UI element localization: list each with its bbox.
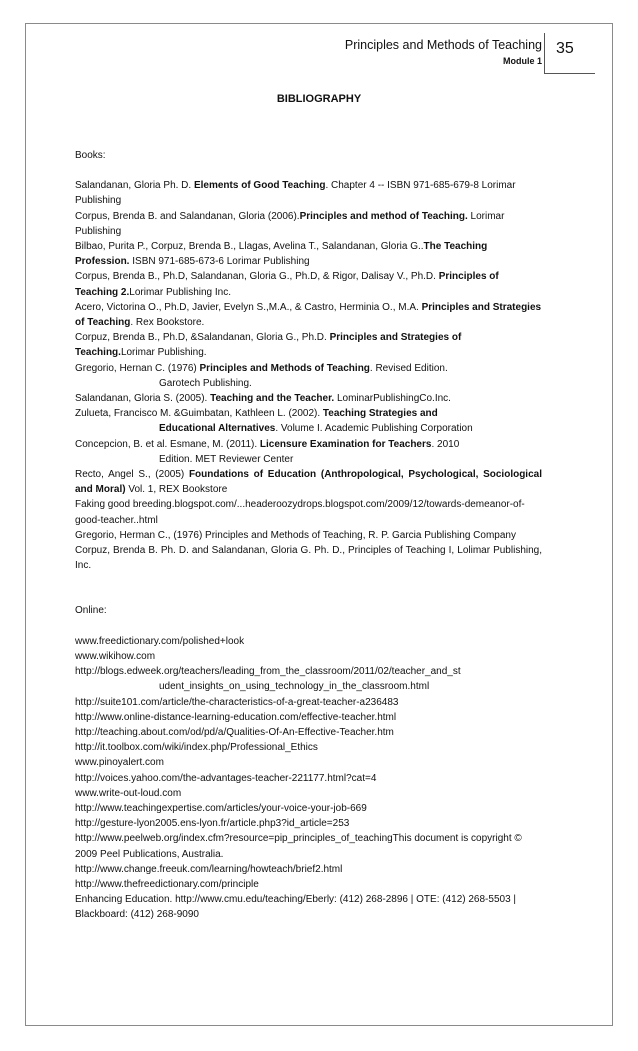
online-link[interactable]: http://blogs.edweek.org/teachers/leading_from_the_classroom/2011/02/teacher_and_st <box>75 666 461 678</box>
online-link[interactable]: http://www.change.freeuk.com/learning/howteach/brief2.html <box>75 863 343 875</box>
bibliography-content <box>75 148 542 923</box>
header-divider-horizontal <box>544 73 595 74</box>
header-title: Principles and Methods of Teaching <box>344 38 542 52</box>
page-number: 35 <box>556 40 574 57</box>
online-link[interactable]: http://suite101.com/article/the-characteristics-of-a-great-teacher-a236483 <box>75 696 399 708</box>
book-entry: Corpuz, Brenda B., Ph.D, &Salandanan, Gloria G., Ph.D. Principles and Strategies of Teaching.Lorimar Publishing. <box>75 332 462 359</box>
book-entry: Gregorio, Hernan C. (1976) Principles and Methods of Teaching. Revised Edition. <box>75 362 448 374</box>
book-entry: Gregorio, Herman C., (1976) Principles and Methods of Teaching, R. P. Garcia Publishing Company <box>75 529 516 541</box>
book-entry: Concepcion, B. et al. Esmane, M. (2011). Licensure Examination for Teachers. 2010 <box>75 438 460 450</box>
book-entry: Corpuz, Brenda B. Ph. D. and Salandanan, Gloria G. Ph. D., Principles of Teaching I, Lolimar Publishing, Inc. <box>75 545 542 572</box>
header-module: Module 1 <box>502 56 542 66</box>
online-link[interactable]: www.freedictionary.com/polished+look <box>75 635 245 647</box>
book-entry: Acero, Victorina O., Ph.D, Javier, Evelyn S.,M.A., & Castro, Herminia O., M.A. Principles and Strategies of Teaching. Rex Bookstore. <box>75 301 542 329</box>
online-link[interactable]: http://www.thefreedictionary.com/principle <box>75 878 259 890</box>
online-link[interactable]: http://gesture-lyon2005.ens-lyon.fr/article.php3?id_article=253 <box>75 818 350 830</box>
book-entry-continuation: Educational Alternatives. Volume I. Academic Publishing Corporation <box>159 423 473 435</box>
online-link-continuation[interactable]: udent_insights_on_using_technology_in_the_classroom.html <box>159 681 430 693</box>
book-entry: Corpus, Brenda B., Ph.D, Salandanan, Gloria G., Ph.D, & Rigor, Dalisay V., Ph.D. Principles of Teaching 2.Lorimar Publishing Inc. <box>75 271 499 298</box>
online-link[interactable]: http://it.toolbox.com/wiki/index.php/Professional_Ethics <box>75 742 318 754</box>
online-list <box>75 634 542 923</box>
online-link[interactable]: http://www.online-distance-learning-education.com/effective-teacher.html <box>75 711 397 723</box>
online-label: Online: <box>75 605 107 617</box>
book-entry: Corpus, Brenda B. and Salandanan, Gloria (2006).Principles and method of Teaching. Lorimar Publishing <box>75 210 505 237</box>
online-link[interactable]: www.write-out-loud.com <box>75 787 182 799</box>
online-link[interactable]: Enhancing Education. http://www.cmu.edu/teaching/Eberly: (412) 268-2896 | OTE: (412) 268-5503 | Blackboard: (412) 268-9090 <box>75 894 517 921</box>
books-label: Books: <box>75 150 106 161</box>
online-link[interactable]: http://www.peelweb.org/index.cfm?resource=pip_principles_of_teachingThis document is copyright © 2009 Peel Publications, Australia. <box>75 833 522 860</box>
book-entry-continuation: Garotech Publishing. <box>159 377 252 389</box>
book-entry: Zulueta, Francisco M. &Guimbatan, Kathleen L. (2002). Teaching Strategies and <box>75 408 438 420</box>
online-link[interactable]: http://www.teachingexpertise.com/articles/your-voice-your-job-669 <box>75 802 367 814</box>
book-entry: Recto, Angel S., (2005) Foundations of Education (Anthropological, Psychological, Sociological and Moral) Vol. 1, REX Bookstore <box>75 469 542 496</box>
book-entry: Salandanan, Gloria S. (2005). Teaching and the Teacher. LominarPublishingCo.Inc. <box>75 393 451 405</box>
book-entry: Faking good breeding.blogspot.com/...headeroozydrops.blogspot.com/2009/12/towards-demeanor-of-good-teacher..html <box>75 499 525 526</box>
book-entry-continuation: Edition. MET Reviewer Center <box>159 453 294 465</box>
bibliography-title: BIBLIOGRAPHY <box>276 93 362 105</box>
online-link[interactable]: www.pinoyalert.com <box>75 757 164 769</box>
online-link[interactable]: www.wikihow.com <box>75 650 156 662</box>
online-link[interactable]: http://voices.yahoo.com/the-advantages-teacher-221177.html?cat=4 <box>75 772 377 784</box>
header-divider-vertical <box>544 33 545 73</box>
books-list <box>75 178 542 573</box>
online-link[interactable]: http://teaching.about.com/od/pd/a/Qualities-Of-An-Effective-Teacher.htm <box>75 726 394 738</box>
book-entry: Bilbao, Purita P., Corpuz, Brenda B., Llagas, Avelina T., Salandanan, Gloria G..The Teaching Profession. ISBN 971-685-673-6 Lorimar Publishing <box>75 241 488 268</box>
book-entry: Salandanan, Gloria Ph. D. Elements of Good Teaching. Chapter 4 -- ISBN 971-685-679-8 Lorimar Publishing <box>75 180 516 207</box>
